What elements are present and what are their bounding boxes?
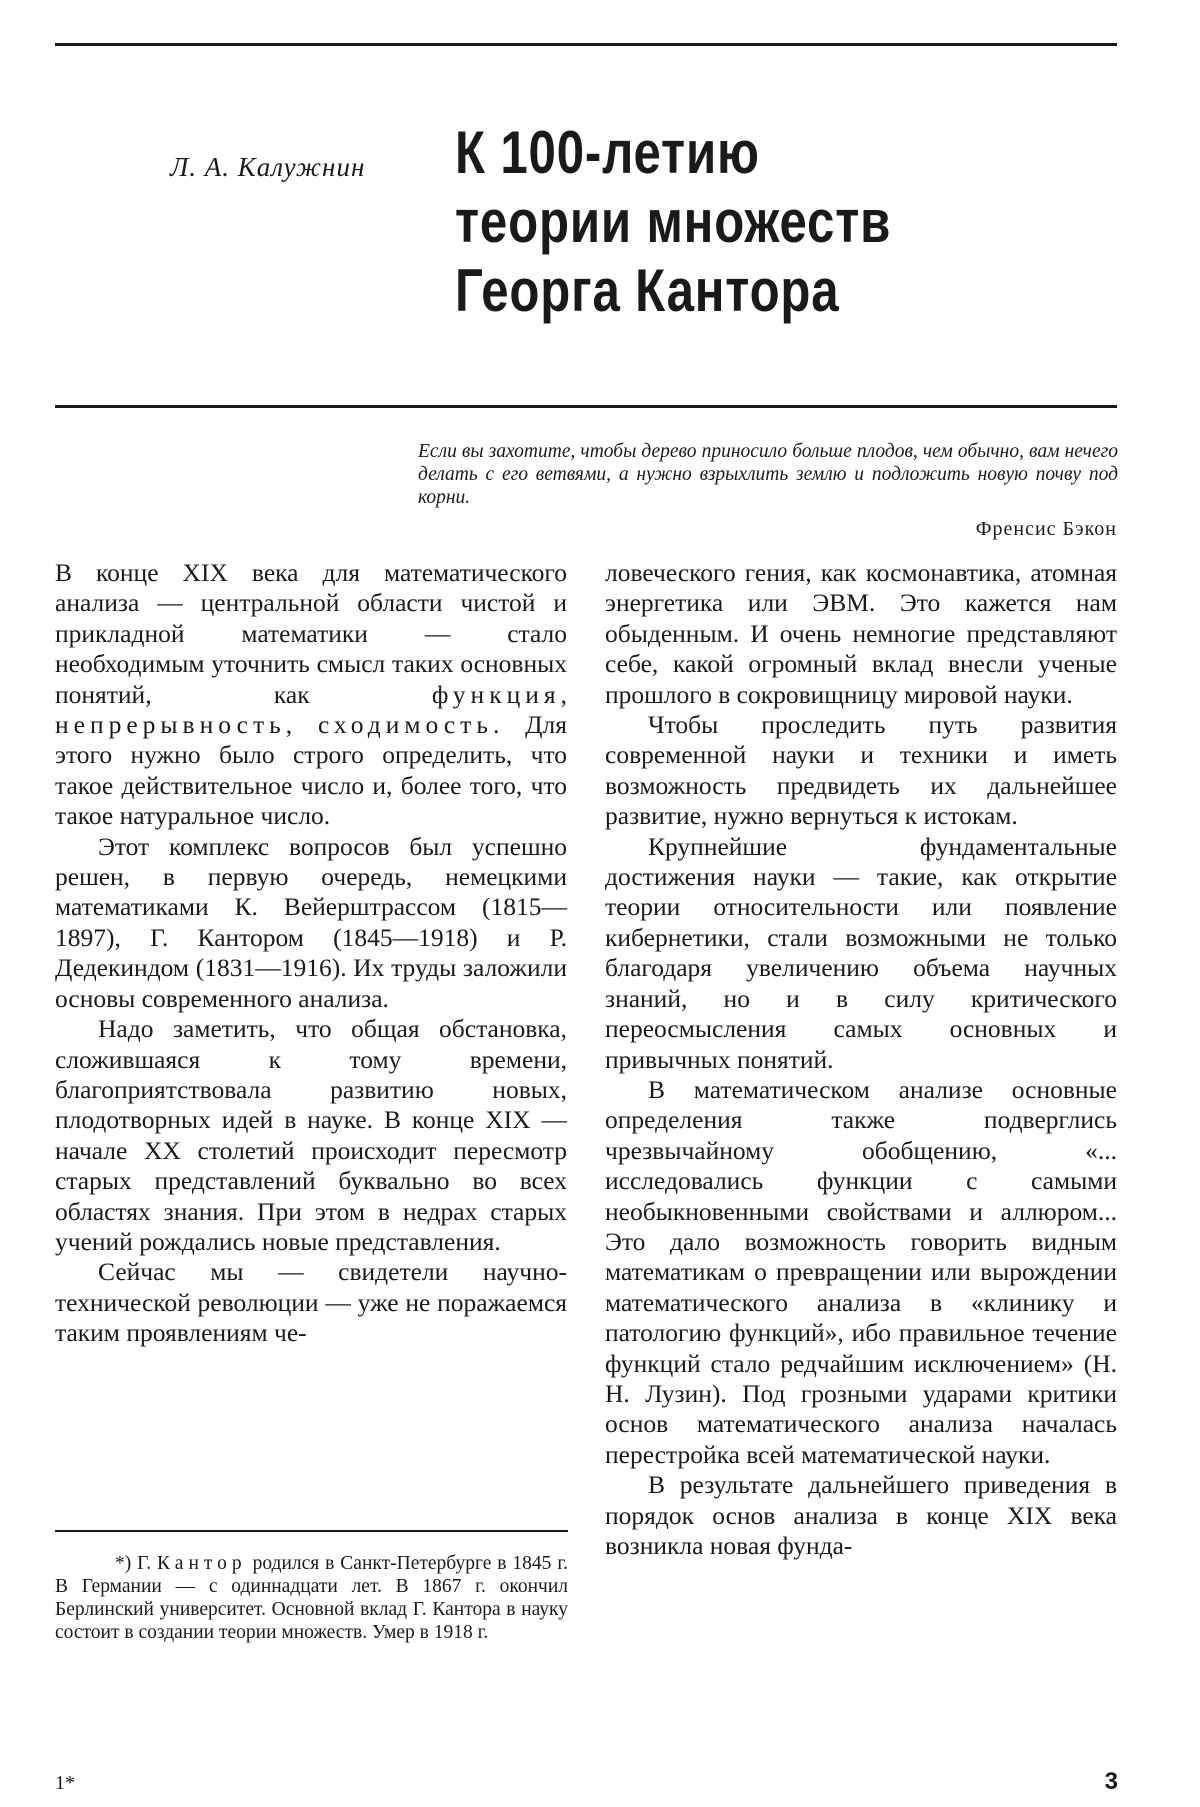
left-paragraph-1: В конце XIX века для математического анализа — центральной области чистой и прикладной математики — стало необходимым уточнить смысл таких основных понятий, как функция, непрерывность, сходимость. Для этого нужно было строго определить, что такое действительное число и, более того, что такое натуральное число.: [55, 558, 567, 831]
signature-mark: 1*: [55, 1772, 75, 1794]
term-convergence: сходимость: [317, 710, 493, 740]
article-author: Л. А. Калужнин: [170, 152, 366, 182]
article-title: [455, 118, 891, 325]
right-paragraph-0: ловеческого гения, как космонавтика, атомная энергетика или ЭВМ. Это кажется нам обыденным. И очень немногие представляют себе, какой огромный вклад внесли ученые прошлого в сокровищницу мировой науки.: [605, 558, 1117, 709]
text-span: В конце XIX века для математического анализа — центральной области чистой и прикладной математики — стало необходимым уточнить смысл таких основных понятий, как: [55, 558, 567, 709]
footnote: [55, 1552, 568, 1644]
term-function: функция: [431, 679, 561, 709]
footnote-body: родился в Санкт-Петербурге в 1845 г. В Германии — с одиннадцати лет. В 1867 г. окончил Берлинский университет. Основной вклад Г. Кантора в науку состоит в создании теории множеств. Умер в 1918 г.: [55, 1553, 568, 1643]
footnote-rule: [55, 1530, 568, 1532]
page-number: 3: [1104, 1768, 1118, 1795]
title-line-3: Георга Кантора: [455, 257, 840, 324]
left-paragraph-4: Сейчас мы — свидетели научно-технической революции — уже не поражаемся таким проявлениям че-: [55, 1257, 567, 1348]
right-paragraph-1: Чтобы проследить путь развития современной науки и техники и иметь возможность предвидеть их дальнейшее развитие, нужно вернуться к истокам.: [605, 710, 1117, 831]
right-paragraph-3: В математическом анализе основные определения также подверглись чрезвычайному обобщению, «... исследовались функции с самыми необыкновенными свойствами и аллюром... Это дало возможность говорить видным математикам о превращении или вырождении математического анализа в «клинику и патологию функций», ибо правильное течение функций стало редчайшим исключением» (Н. Н. Лузин). Под грозными ударами критики основ математического анализа началась перестройка всей математической науки.: [605, 1074, 1117, 1469]
left-paragraph-3: Надо заметить, что общая обстановка, сложившаяся к тому времени, благоприятствовала развитию новых, плодотворных идей в науке. В конце XIX — начале XX столетий происходит пересмотр старых представлений буквально во всех областях знания. При этом в недрах старых учений рождались новые представления.: [55, 1014, 567, 1256]
footnote-text: [55, 1552, 568, 1644]
title-line-2: теории множеств: [455, 188, 892, 255]
left-column: [55, 558, 567, 1349]
footnote-name: Кантор: [157, 1553, 247, 1574]
footnote-marker: *) Г.: [115, 1553, 158, 1574]
text-span: . Для этого нужно было строго определить, что такое действительное число и, более того, что такое натуральное число.: [55, 710, 567, 831]
right-paragraph-2: Крупнейшие фундаментальные достижения науки — такие, как открытие теории относительности или появление кибернетики, стали возможными не только благодаря увеличению объема научных знаний, но и в силу критического переосмысления самых основных и привычных понятий.: [605, 831, 1117, 1074]
epigraph-text: Если вы захотите, чтобы дерево приносило больше плодов, чем обычно, вам нечего делать с его ветвями, а нужно взрыхлить землю и подложить новую почву под корни.: [418, 441, 1118, 508]
top-rule: [55, 43, 1117, 46]
term-continuity: непрерывность: [55, 710, 286, 740]
epigraph-author: Френсис Бэкон: [975, 518, 1117, 540]
left-paragraph-2: Этот комплекс вопросов был успешно решен, в первую очередь, немецкими математиками К. Вейерштрассом (1815—1897), Г. Кантором (1845—1918) и Р. Дедекиндом (1831—1916). Их труды заложили основы современного анализа.: [55, 831, 567, 1013]
right-paragraph-4: В результате дальнейшего приведения в порядок основ анализа в конце XIX века возникла новая фунда-: [605, 1470, 1117, 1560]
title-line-1: К 100-летию: [455, 119, 760, 186]
title-bottom-rule: [55, 405, 1117, 408]
right-column: [605, 558, 1117, 1561]
